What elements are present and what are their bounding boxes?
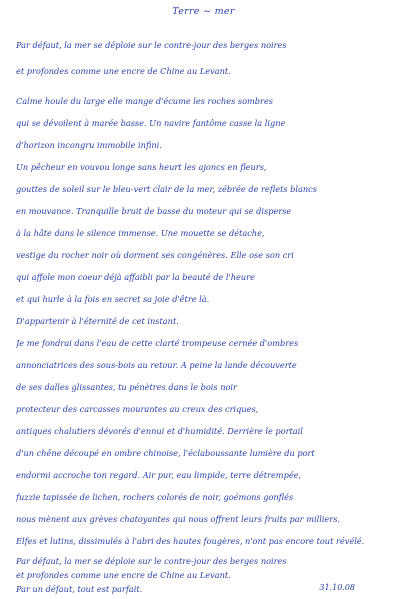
text-line: Par un défaut, tout est parfait.: [16, 584, 143, 594]
page-title: Terre ~ mer: [172, 6, 235, 17]
text-line: fuzzie tapissée de lichen, rochers colorés de noir, goémons gonflés: [16, 492, 294, 502]
text-line: D'appartenir à l'éternité de cet instant.: [16, 316, 179, 326]
text-line: Calme houle du large elle mange d'écume les roches sombres: [16, 96, 273, 106]
text-line: et profondes comme une encre de Chine au Levant.: [16, 570, 231, 580]
text-line: annonciatrices des sous-bois au retour. A peine la lande découverte: [16, 360, 297, 370]
text-line: Elfes et lutins, dissimulés à l'abri des hautes fougères, n'ont pas encore tout révélé.: [16, 536, 365, 546]
text-line: gouttes de soleil sur le bleu-vert clair de la mer, zébrée de reflets blancs: [16, 184, 317, 194]
text-line: antiques chalutiers dévorés d'ennui et d'humidité. Derrière le portail: [16, 426, 303, 436]
text-line: Par défaut, la mer se déploie sur le contre-jour des berges noires: [16, 556, 287, 566]
text-line: endormi accroche ton regard. Air pur, eau limpide, terre détrempée,: [16, 470, 302, 480]
text-line: à la hâte dans le silence immense. Une mouette se détache,: [16, 228, 265, 238]
text-line: de ses dalles glissantes, tu pénètres dans le bois noir: [16, 382, 237, 392]
text-line: qui affole mon coeur déjà affaibli par la beauté de l'heure: [16, 272, 255, 282]
text-line: d'un chêne découpé en ombre chinoise, l'éclaboussante lumière du port: [16, 448, 315, 458]
text-line: d'horizon incongru immobile infini.: [16, 140, 162, 150]
text-line: et profondes comme une encre de Chine au Levant.: [16, 66, 231, 76]
text-line: vestige du rocher noir où dorment ses congénères. Elle ose son cri: [16, 250, 294, 260]
text-line: Par défaut, la mer se déploie sur le contre-jour des berges noires: [16, 40, 287, 50]
text-line: nous mènent aux grèves chatoyantes qui nous offrent leurs fruits par milliers.: [16, 514, 340, 524]
date-stamp: 31.10.08: [319, 583, 355, 592]
text-line: Un pêcheur en vouvou longe sans heurt les ajoncs en fleurs,: [16, 162, 267, 172]
text-line: protecteur des carcasses mourantes au creux des criques,: [16, 404, 259, 414]
text-line: et qui hurle à la fois en secret sa joie d'être là.: [16, 294, 210, 304]
text-line: en mouvance. Tranquille bruit de basse du moteur qui se disperse: [16, 206, 292, 216]
text-line: qui se dévoilent à marée basse. Un navire fantôme casse la ligne: [16, 118, 286, 128]
text-line: Je me fondrai dans l'eau de cette clarté trompeuse cernée d'ombres: [16, 338, 299, 348]
